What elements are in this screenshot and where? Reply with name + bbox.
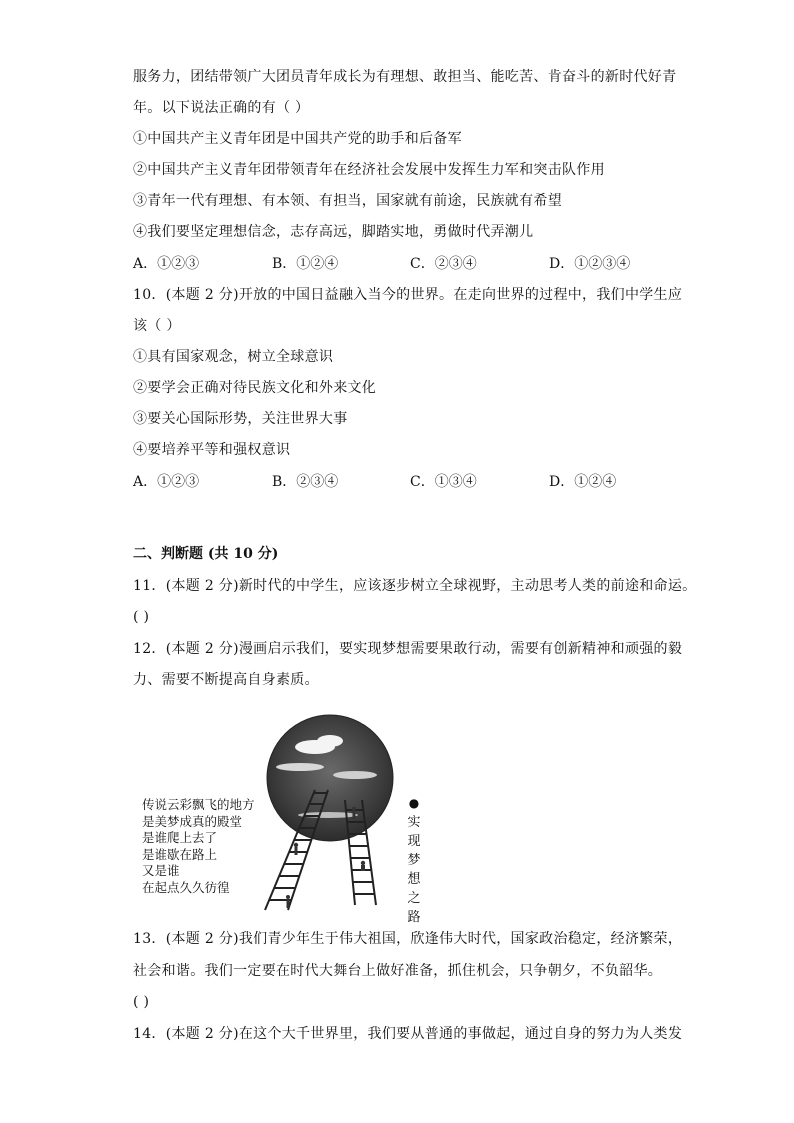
title-char: 想 — [407, 872, 421, 887]
q11-stem: 11．(本题 2 分)新时代的中学生，应该逐步树立全球视野，主动思考人类的前途和命运。 — [133, 578, 697, 594]
q9-stem-line2: 年。以下说法正确的有（ ） — [133, 100, 310, 116]
q10-option-d[interactable]: D．①②④ — [549, 474, 617, 490]
bullet-dot-icon: ● — [408, 796, 420, 810]
poem-line: 传说云彩飘飞的地方 — [142, 797, 255, 812]
q9-option-d[interactable]: D．①②③④ — [549, 256, 631, 272]
title-char: 路 — [407, 910, 421, 925]
q12-stem-line2: 力、需要不断提高自身素质。 — [133, 672, 319, 688]
poem-line: 是谁歇在路上 — [142, 846, 218, 862]
cartoon-poem — [142, 797, 255, 896]
poem-line: 是谁爬上去了 — [142, 830, 218, 845]
cartoon-figure — [140, 705, 440, 925]
q10-option-c[interactable]: C．①③④ — [410, 474, 477, 490]
q13-answer-blank[interactable]: ( ) — [133, 994, 150, 1010]
title-char: 梦 — [407, 853, 421, 868]
poem-line: 是美梦成真的殿堂 — [142, 813, 243, 829]
q10-option-b[interactable]: B．②③④ — [272, 474, 339, 490]
cloud-2 — [276, 763, 324, 771]
q9-item-3: ③青年一代有理想、有本领、有担当，国家就有前途，民族就有希望 — [133, 193, 562, 209]
q12-stem-line1: 12．(本题 2 分)漫画启示我们，要实现梦想需要果敢行动，需要有创新精神和顽强的毅 — [133, 641, 683, 657]
cloud-3 — [333, 771, 377, 779]
q9-item-1: ①中国共产主义青年团是中国共产党的助手和后备军 — [133, 131, 462, 147]
title-char: 现 — [407, 834, 421, 849]
q10-item-4: ④要培养平等和强权意识 — [133, 442, 291, 458]
poem-line: 又是谁 — [142, 863, 180, 878]
q9-option-a[interactable]: A．①②③ — [133, 256, 200, 272]
cloud-1-top — [317, 735, 343, 747]
q11-answer-blank[interactable]: ( ) — [133, 609, 150, 625]
q13-stem-line1: 13．(本题 2 分)我们青少年生于伟大祖国，欣逢伟大时代，国家政治稳定，经济繁荣， — [133, 931, 683, 947]
cartoon-title — [404, 797, 424, 927]
q9-option-b[interactable]: B．①②④ — [272, 256, 339, 272]
q10-item-1: ①具有国家观念，树立全球意识 — [133, 349, 334, 365]
poem-line: 在起点久久彷徨 — [142, 879, 230, 895]
q10-option-a[interactable]: A．①②③ — [133, 474, 200, 490]
section-heading: 二、判断题 (共 10 分) — [133, 546, 279, 562]
title-char: 之 — [407, 891, 421, 906]
q9-option-c[interactable]: C．②③④ — [410, 256, 477, 272]
q9-item-4: ④我们要坚定理想信念，志存高远，脚踏实地，勇做时代弄潮儿 — [133, 224, 534, 240]
q10-stem-line2: 该（ ） — [133, 318, 181, 334]
q9-stem-line1: 服务力，团结带领广大团员青年成长为有理想、敢担当、能吃苦、肯奋斗的新时代好青 — [133, 69, 677, 85]
q10-item-3: ③要关心国际形势，关注世界大事 — [133, 411, 348, 427]
q10-item-2: ②要学会正确对待民族文化和外来文化 — [133, 380, 377, 396]
q10-stem-line1: 10．(本题 2 分)开放的中国日益融入当今的世界。在走向世界的过程中，我们中学生应 — [133, 287, 683, 303]
q9-item-2: ②中国共产主义青年团带领青年在经济社会发展中发挥生力军和突击队作用 — [133, 162, 605, 178]
title-char: 实 — [407, 815, 421, 830]
q14-stem-line1: 14．(本题 2 分)在这个大千世界里，我们要从普通的事做起，通过自身的努力为人类发 — [133, 1026, 683, 1042]
moon-circle — [267, 715, 393, 841]
q13-stem-line2: 社会和谐。我们一定要在时代大舞台上做好准备，抓住机会，只争朝夕，不负韶华。 — [133, 963, 663, 979]
